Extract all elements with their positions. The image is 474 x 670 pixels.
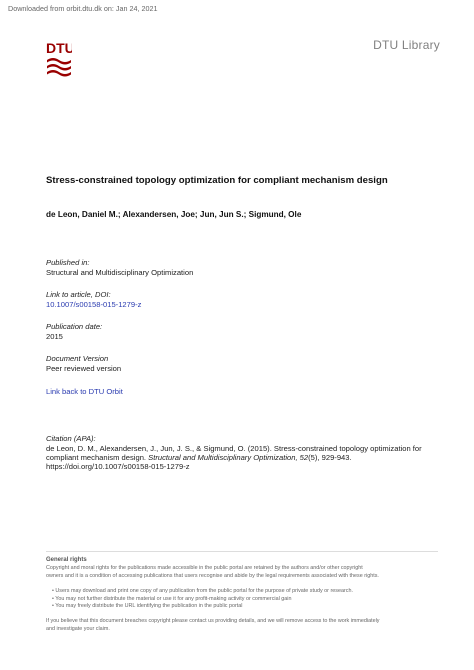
takedown-line-1: If you believe that this document breaches copyright please contact us providing details, and we will remove access to the work immediately [46, 618, 380, 624]
doi-label: Link to article, DOI: [46, 290, 111, 299]
citation-journal: Structural and Multidisciplinary Optimization, 52 [148, 453, 309, 462]
general-rights-line-1: Copyright and moral rights for the publications made accessible in the public portal are retained by the authors and/or other copyright [46, 565, 363, 571]
citation-plain: compliant mechanism design. [46, 453, 149, 462]
rights-bullet: • You may freely distribute the URL identifying the publication in the public portal [52, 603, 243, 610]
published-label: Published in: [46, 258, 90, 267]
takedown-line-2: and investigate your claim. [46, 625, 110, 632]
citation-line-2 [46, 453, 352, 462]
document-version-label: Document Version [46, 354, 109, 363]
rights-bullet: • You may not further distribute the material or use it for any profit-making activity or commercial gain [52, 595, 292, 602]
document-title: Stress-constrained topology optimization for compliant mechanism design [46, 175, 388, 186]
general-rights-heading: General rights [46, 557, 87, 563]
publication-date-label: Publication date: [46, 322, 103, 331]
citation-label: Citation (APA): [46, 434, 96, 443]
document-authors: de Leon, Daniel M.; Alexandersen, Joe; Jun, Jun S.; Sigmund, Ole [46, 210, 302, 219]
citation-issue: (5), 929-943. [308, 453, 352, 462]
footer-divider [46, 551, 438, 552]
download-info: Downloaded from orbit.dtu.dk on: Jan 24, 2021 [8, 4, 158, 13]
dtu-library-label: DTU Library [373, 38, 440, 52]
dtu-logo-text: DTU [46, 40, 72, 56]
publication-date-value: 2015 [46, 332, 63, 341]
rights-bullet: • Users may download and print one copy of any publication from the public portal for the purpose of private study or research. [52, 588, 353, 594]
orbit-link[interactable]: Link back to DTU Orbit [46, 387, 123, 396]
general-rights-text [46, 565, 379, 580]
rights-bullets [52, 588, 353, 611]
doi-link[interactable]: 10.1007/s00158-015-1279-z [46, 300, 142, 309]
dtu-logo-waves [47, 58, 71, 77]
dtu-logo-mark [46, 40, 72, 80]
document-version-value: Peer reviewed version [46, 364, 122, 373]
general-rights-line-2: owners and it is a condition of accessing publications that users recognise and abide by the legal requirements associated with these rights. [46, 572, 379, 579]
dtu-logo [46, 40, 72, 85]
takedown-text [46, 618, 380, 633]
published-value: Structural and Multidisciplinary Optimization [46, 268, 194, 277]
citation-line-1: de Leon, D. M., Alexandersen, J., Jun, J. S., & Sigmund, O. (2015). Stress-constrained topology optimization for [46, 444, 422, 453]
citation-doi-link[interactable]: https://doi.org/10.1007/s00158-015-1279-z [46, 462, 190, 471]
